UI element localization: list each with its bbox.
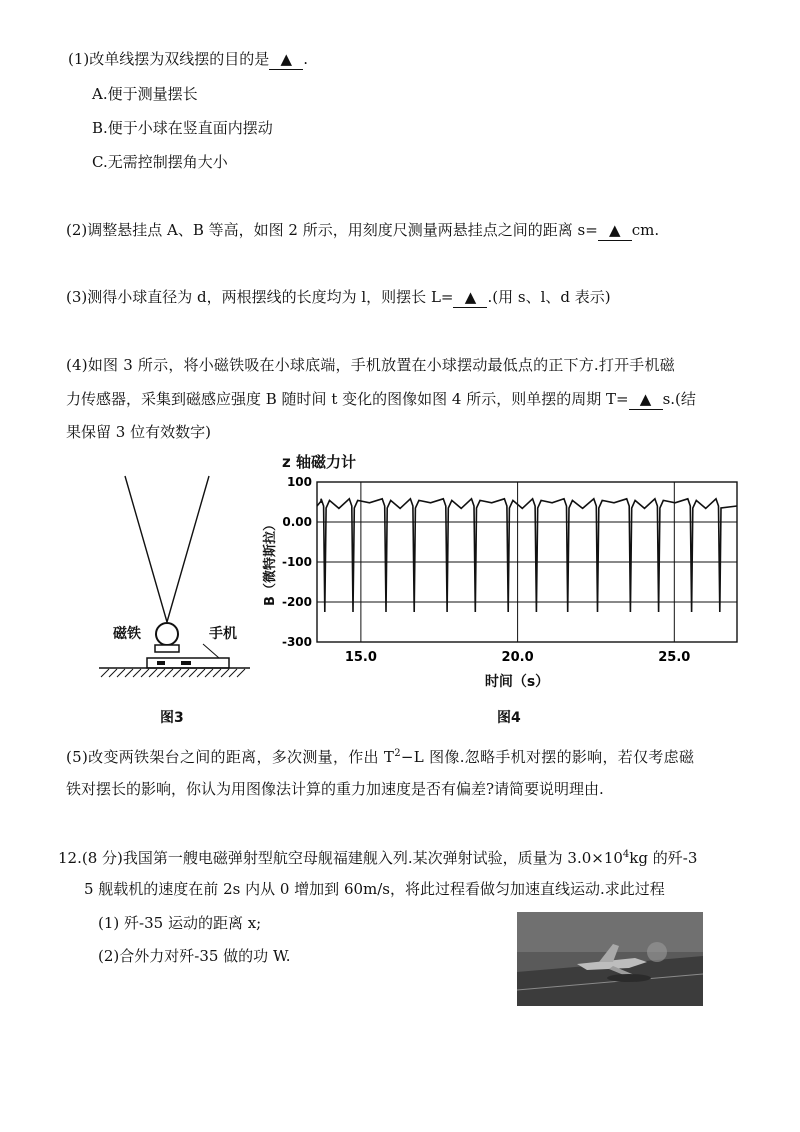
- phone-label: 手机: [209, 626, 237, 642]
- magnet-label: 磁铁: [113, 626, 141, 642]
- pendulum-string-left: [125, 476, 167, 622]
- q11-part5-line1: (5)改变两铁架台之间的距离，多次测量，作出 $T^2-L$ 图像.忽略手机对摆的影响，若仅考虑磁: [66, 748, 695, 766]
- y-tick-label: 0.00: [282, 515, 312, 529]
- figure-3-pendulum: [95, 470, 255, 690]
- figure-3-caption: 图3: [160, 710, 184, 726]
- phone-leader-line: [203, 644, 219, 658]
- q11-part4-line1: (4)如图 3 所示，将小磁铁吸在小球底端，手机放置在小球摆动最低点的正下方.打开手机磁: [66, 356, 675, 374]
- q11-part1-stem: (1)改单线摆为双线摆的目的是 ▲ .: [68, 50, 309, 68]
- pendulum-string-right: [167, 476, 209, 622]
- y-tick-label: -100: [281, 555, 312, 569]
- q12-stem-line2: 5 舰载机的速度在前 2s 内从 0 增加到 60m/s，将此过程看做匀加速直线运动.求此过程: [84, 880, 665, 898]
- answer-blank: ▲: [598, 220, 632, 241]
- chart-title: z 轴磁力计: [282, 453, 356, 471]
- q11-part5-line2: 铁对摆长的影响，你认为用图像法计算的重力加速度是否有偏差?请简要说明理由.: [66, 780, 604, 798]
- chart-grid: [317, 482, 737, 642]
- option-b: B.便于小球在竖直面内摆动: [92, 119, 273, 137]
- pendulum-ball: [156, 623, 178, 645]
- q11-part3: (3)测得小球直径为 d，两根摆线的长度均为 l，则摆长 L= ▲ .(用 s、l、d 表示): [66, 288, 611, 306]
- magnet-block: [155, 645, 179, 652]
- y-tick-label: -300: [281, 635, 312, 649]
- figure-4-caption: 图4: [497, 710, 521, 726]
- option-c: C.无需控制摆角大小: [92, 153, 228, 171]
- chart-xlabel: 时间（s）: [484, 674, 550, 690]
- answer-blank: ▲: [453, 287, 487, 308]
- q12-sub2: (2)合外力对歼-35 做的功 W.: [98, 947, 291, 965]
- y-tick-label: -200: [281, 595, 312, 609]
- q12-sub1: (1) 歼-35 运动的距离 x;: [98, 914, 262, 932]
- figure-4-chart: [262, 470, 752, 705]
- q11-part4-line2: 力传感器，采集到磁感应强度 B 随时间 t 变化的图像如图 4 所示，则单摆的周期 T= ▲ s.(结: [66, 390, 696, 408]
- answer-blank: ▲: [269, 49, 303, 70]
- jet-on-carrier-deck-photo: [517, 912, 703, 1006]
- q11-part2: (2)调整悬挂点 A、B 等高，如图 2 所示，用刻度尺测量两悬挂点之间的距离 s= ▲ cm.: [66, 221, 660, 239]
- x-tick-label: 25.0: [658, 650, 691, 665]
- q11-part4-line3: 果保留 3 位有效数字): [66, 423, 211, 441]
- x-tick-label: 15.0: [344, 650, 377, 665]
- option-a: A.便于测量摆长: [92, 85, 198, 103]
- q12-stem-line1: 12.(8 分)我国第一艘电磁弹射型航空母舰福建舰入列.某次弹射试验，质量为 $3.0\times 10^4kg$ 的歼-3: [58, 849, 698, 867]
- answer-blank: ▲: [629, 389, 663, 410]
- x-tick-label: 20.0: [501, 650, 534, 665]
- y-tick-label: 100: [286, 475, 312, 489]
- chart-ylabel: B（微特斯拉）: [263, 518, 278, 606]
